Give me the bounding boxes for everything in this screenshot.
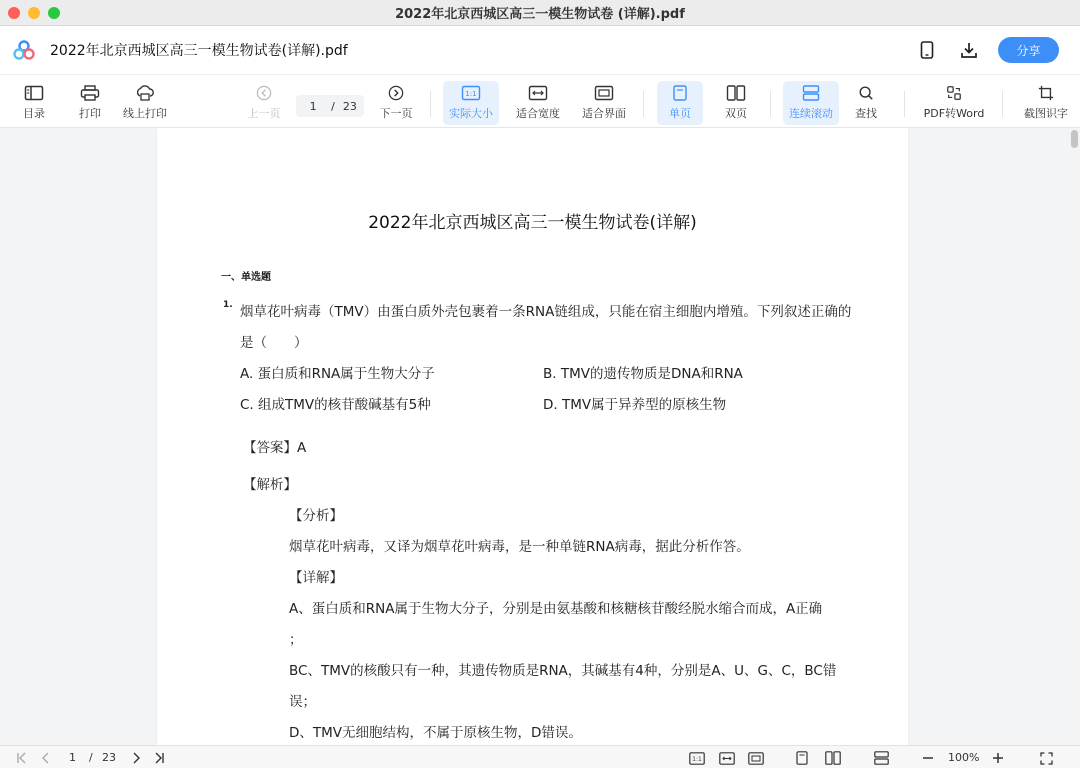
close-window-button[interactable] — [8, 7, 20, 19]
zoom-in-button[interactable] — [990, 750, 1006, 766]
fullscreen-icon — [1040, 752, 1053, 765]
detail-text: BC、TMV的核酸只有一种，其遗传物质是RNA，其碱基有4种，分别是A、U、G、C，BC错 — [289, 663, 837, 679]
page-separator: / — [331, 99, 335, 113]
search-icon — [857, 85, 875, 101]
next-circle-icon — [387, 85, 405, 101]
double-page-button[interactable] — [713, 81, 759, 125]
detail-text: A、蛋白质和RNA属于生物大分子，分别是由氨基酸和核糖核苷酸经脱水缩合而成，A正确 — [289, 601, 823, 617]
zoom-out-button[interactable] — [920, 750, 936, 766]
continuous-scroll-icon — [802, 85, 820, 101]
prev-page-button[interactable] — [244, 81, 284, 125]
window-title: 2022年北京西城区高三一模生物试卷 (详解).pdf — [395, 7, 685, 22]
pdf-page — [157, 128, 908, 745]
phone-view-button[interactable] — [916, 39, 938, 61]
plus-icon — [992, 752, 1004, 764]
question-number: 1. — [223, 300, 233, 310]
actual-size-bottom-button[interactable] — [688, 750, 706, 766]
double-page-bottom-button[interactable] — [824, 750, 842, 766]
detail-subtitle: 【详解】 — [289, 570, 343, 586]
prev-page-label: 上一页 — [247, 107, 281, 120]
convert-icon — [945, 85, 963, 101]
pdf-to-word-label: PDF转Word — [923, 107, 985, 120]
svg-text:1:1: 1:1 — [465, 90, 477, 98]
single-page-bottom-button[interactable] — [794, 750, 810, 766]
option-d: D. TMV属于异养型的原核生物 — [543, 397, 727, 413]
fit-width-bottom-button[interactable] — [718, 750, 736, 766]
continuous-scroll-button[interactable] — [783, 81, 839, 125]
app-logo-icon — [12, 38, 36, 62]
toolbar-divider — [770, 91, 771, 117]
minimize-window-button[interactable] — [28, 7, 40, 19]
toolbar-divider — [904, 91, 905, 117]
total-pages: 23 — [342, 99, 357, 113]
actual-size-icon — [461, 85, 481, 101]
find-label: 查找 — [855, 107, 877, 120]
download-icon — [960, 41, 978, 59]
cloud-print-icon — [135, 85, 155, 101]
bottom-current-page[interactable]: 1 — [69, 751, 76, 764]
continuous-scroll-bottom-button[interactable] — [872, 750, 890, 766]
toolbar-divider — [1002, 91, 1003, 117]
toolbar — [0, 74, 1080, 128]
actual-size-icon — [689, 752, 705, 765]
single-page-icon — [796, 751, 808, 765]
single-page-button[interactable] — [657, 81, 703, 125]
document-heading: 2022年北京西城区高三一模生物试卷(详解) — [368, 213, 697, 233]
answer: 【答案】A — [243, 440, 307, 456]
minus-icon — [922, 752, 934, 764]
analysis-text: 烟草花叶病毒，又译为烟草花叶病毒，是一种单链RNA病毒，据此分析作答。 — [289, 539, 750, 555]
toc-button[interactable] — [14, 81, 54, 125]
fit-page-label: 适合界面 — [582, 107, 626, 120]
traffic-lights — [8, 7, 60, 19]
analysis-subtitle: 【分析】 — [289, 508, 343, 524]
next-page-label: 下一页 — [379, 107, 413, 120]
fullscreen-button[interactable] — [1038, 750, 1054, 766]
phone-icon — [920, 41, 934, 59]
section-title: 一、单选题 — [221, 272, 271, 283]
chevron-left-icon — [41, 752, 51, 764]
pdf-to-word-button[interactable] — [920, 81, 988, 125]
crop-icon — [1037, 85, 1055, 101]
fit-page-icon — [748, 752, 764, 765]
online-print-button[interactable] — [118, 81, 172, 125]
first-page-icon — [16, 752, 28, 764]
option-a: A. 蛋白质和RNA属于生物大分子 — [240, 366, 435, 382]
double-page-label: 双页 — [725, 107, 747, 120]
double-page-icon — [825, 751, 841, 765]
fit-page-icon — [594, 85, 614, 101]
last-page-icon — [153, 752, 165, 764]
fit-page-button[interactable] — [578, 81, 630, 125]
document-viewer[interactable] — [0, 128, 1080, 745]
fit-width-icon — [719, 752, 735, 765]
last-page-button[interactable] — [151, 750, 167, 766]
toolbar-divider — [430, 91, 431, 117]
zoom-level[interactable]: 100% — [948, 751, 980, 764]
continuous-scroll-label: 连续滚动 — [789, 107, 833, 120]
ocr-button[interactable] — [1018, 81, 1074, 125]
next-page-button[interactable] — [376, 81, 416, 125]
prev-page-bottom-button[interactable] — [38, 750, 54, 766]
double-page-icon — [726, 85, 746, 101]
download-button[interactable] — [958, 39, 980, 61]
document-title: 2022年北京西城区高三一模生物试卷(详解).pdf — [50, 43, 348, 59]
option-b: B. TMV的遗传物质是DNA和RNA — [543, 366, 743, 382]
analysis-title: 【解析】 — [243, 477, 297, 493]
page-number-input[interactable] — [303, 100, 323, 113]
prev-circle-icon — [255, 85, 273, 101]
window-titlebar — [0, 0, 1080, 26]
single-page-icon — [672, 85, 688, 101]
detail-text: ； — [289, 632, 303, 648]
maximize-window-button[interactable] — [48, 7, 60, 19]
detail-text: D、TMV无细胞结构，不属于原核生物，D错误。 — [289, 725, 582, 741]
find-button[interactable] — [848, 81, 884, 125]
question-text: 烟草花叶病毒（TMV）由蛋白质外壳包裹着一条RNA链组成，只能在宿主细胞内增殖。下列叙述正确的 — [240, 304, 852, 320]
printer-icon — [80, 85, 100, 101]
single-page-label: 单页 — [669, 107, 691, 120]
bottom-bar — [0, 745, 1080, 768]
svg-text:1:1: 1:1 — [692, 755, 702, 763]
share-button[interactable]: 分享 — [998, 37, 1059, 63]
toc-icon — [24, 85, 44, 101]
online-print-label: 线上打印 — [123, 107, 167, 120]
bottom-total-pages: 23 — [102, 751, 116, 764]
fit-width-button[interactable] — [512, 81, 564, 125]
continuous-scroll-icon — [874, 751, 889, 765]
next-page-bottom-button[interactable] — [128, 750, 144, 766]
ocr-label: 截图识字 — [1024, 107, 1068, 120]
question-text: 是（ ） — [240, 335, 308, 351]
toolbar-divider — [643, 91, 644, 117]
fit-width-label: 适合宽度 — [516, 107, 560, 120]
option-c: C. 组成TMV的核苷酸碱基有5种 — [240, 397, 431, 413]
actual-size-label: 实际大小 — [449, 107, 493, 120]
detail-text: 误； — [289, 694, 316, 710]
app-header — [0, 26, 1080, 74]
bottom-page-separator: / — [89, 751, 93, 764]
toc-label: 目录 — [23, 107, 45, 120]
print-label: 打印 — [79, 107, 101, 120]
fit-width-icon — [528, 85, 548, 101]
fit-page-bottom-button[interactable] — [747, 750, 765, 766]
vertical-scrollbar[interactable] — [1071, 130, 1078, 148]
first-page-button[interactable] — [14, 750, 30, 766]
actual-size-button[interactable] — [443, 81, 499, 125]
print-button[interactable] — [70, 81, 110, 125]
chevron-right-icon — [131, 752, 141, 764]
page-indicator — [296, 95, 364, 117]
